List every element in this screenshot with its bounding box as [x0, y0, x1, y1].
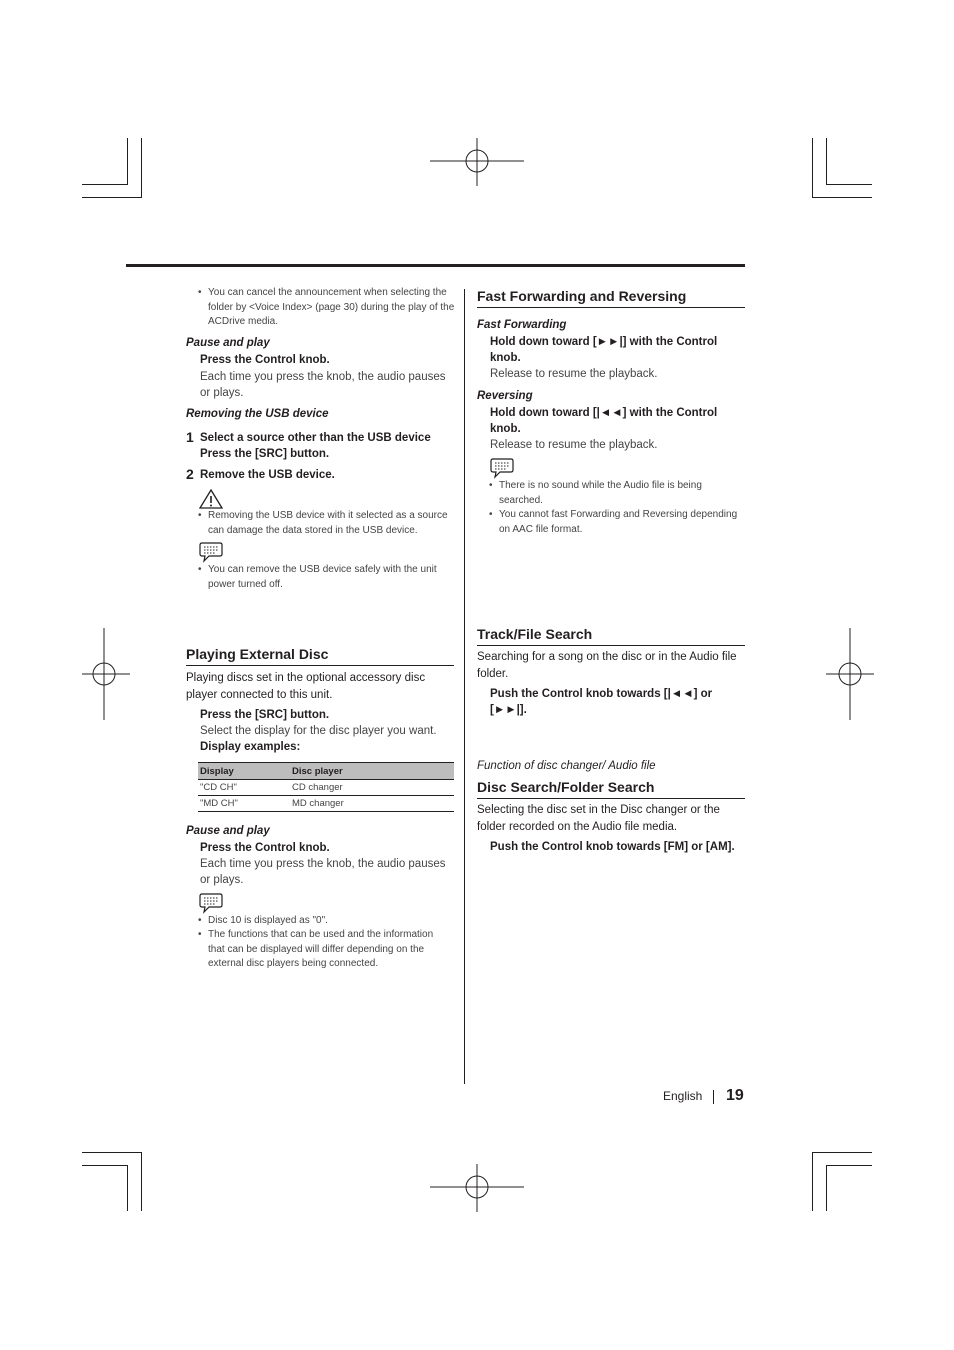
section-rule	[477, 645, 745, 646]
fast-forwarding-desc: Release to resume the playback.	[490, 368, 658, 380]
section-rule	[477, 798, 745, 799]
registration-mark-right	[826, 628, 874, 720]
footer-language: English	[663, 1089, 703, 1103]
registration-mark-left	[82, 628, 130, 720]
column-divider	[464, 289, 465, 1084]
track-search-action: Push the Control knob towards [|◄◄] or [►►|].	[490, 688, 713, 716]
table-cell: MD changer	[290, 796, 454, 812]
note-bullet: • You can cancel the announcement when selecting the folder by <Voice Index> (page 30) during the play of the ACDrive media.	[198, 287, 455, 327]
track-search-intro: Searching for a song on the disc or in the Audio file folder.	[477, 651, 737, 680]
table-cell: "CD CH"	[198, 780, 290, 796]
external-disc-action: Press the [SRC] button.	[200, 709, 330, 721]
table-header: Display	[198, 763, 290, 780]
table-row	[198, 780, 454, 796]
section-title-fast-forwarding: Fast Forwarding and Reversing	[477, 288, 687, 304]
step-number: 1	[186, 429, 194, 445]
pause-play-desc: Each time you press the knob, the audio pauses or plays.	[200, 371, 446, 399]
external-disc-intro: Playing discs set in the optional accessory disc player connected to this unit.	[186, 672, 426, 701]
display-examples-label: Display examples:	[200, 741, 301, 753]
pause-play-action: Press the Control knob.	[200, 842, 330, 854]
step-number: 2	[186, 466, 194, 482]
table-header-row	[198, 763, 454, 780]
note-icon	[199, 892, 223, 914]
table-cell: "MD CH"	[198, 796, 290, 812]
pause-play-action: Press the Control knob.	[200, 354, 330, 366]
registration-mark-bottom	[430, 1164, 524, 1212]
external-disc-desc: Select the display for the disc player you want.	[200, 725, 437, 737]
note-bullet: • The functions that can be used and the information that can be displayed will differ depending on the external disc players being connected.	[198, 929, 434, 969]
fast-forwarding-heading: Fast Forwarding	[477, 319, 567, 331]
note-bullet: • You cannot fast Forwarding and Reversing depending on AAC file format.	[489, 509, 738, 535]
header-rule	[126, 264, 745, 267]
disc-search-intro: Selecting the disc set in the Disc changer or the folder recorded on the Audio file media.	[477, 804, 720, 833]
note-icon	[490, 457, 514, 479]
note-bullet: • Disc 10 is displayed as "0".	[198, 915, 328, 926]
pause-play-heading: Pause and play	[186, 337, 270, 349]
disc-search-action: Push the Control knob towards [FM] or [AM].	[490, 841, 735, 853]
table-row	[198, 796, 454, 812]
section-title-disc-search: Disc Search/Folder Search	[477, 779, 655, 795]
usb-step1: Select a source other than the USB device Press the [SRC] button.	[200, 432, 431, 460]
section-title-external-disc: Playing External Disc	[186, 646, 329, 662]
warning-icon	[199, 489, 223, 509]
usb-removal-heading: Removing the USB device	[186, 408, 329, 420]
fast-forwarding-action: Hold down toward [►►|] with the Control knob.	[490, 336, 718, 364]
section-title-track-search: Track/File Search	[477, 626, 593, 642]
registration-mark-top	[430, 138, 524, 186]
reversing-action: Hold down toward [|◄◄] with the Control knob.	[490, 407, 718, 435]
reversing-heading: Reversing	[477, 390, 533, 402]
note-icon	[199, 541, 223, 563]
note-bullet: • There is no sound while the Audio file is being searched.	[489, 480, 702, 506]
page-number: 19	[726, 1087, 744, 1104]
footer-separator	[713, 1090, 714, 1104]
usb-step2: Remove the USB device.	[200, 469, 335, 481]
section-rule	[186, 665, 454, 666]
table-cell: CD changer	[290, 780, 454, 796]
note-bullet: • You can remove the USB device safely with the unit power turned off.	[198, 564, 437, 590]
reversing-desc: Release to resume the playback.	[490, 439, 658, 451]
section-rule	[477, 307, 745, 308]
function-caption: Function of disc changer/ Audio file	[477, 760, 656, 772]
pause-play-heading: Pause and play	[186, 825, 270, 837]
display-examples-table	[198, 762, 454, 812]
pause-play-desc: Each time you press the knob, the audio pauses or plays.	[200, 858, 446, 886]
warning-bullet: • Removing the USB device with it selected as a source can damage the data stored in the USB device.	[198, 510, 448, 536]
table-header: Disc player	[290, 763, 454, 780]
